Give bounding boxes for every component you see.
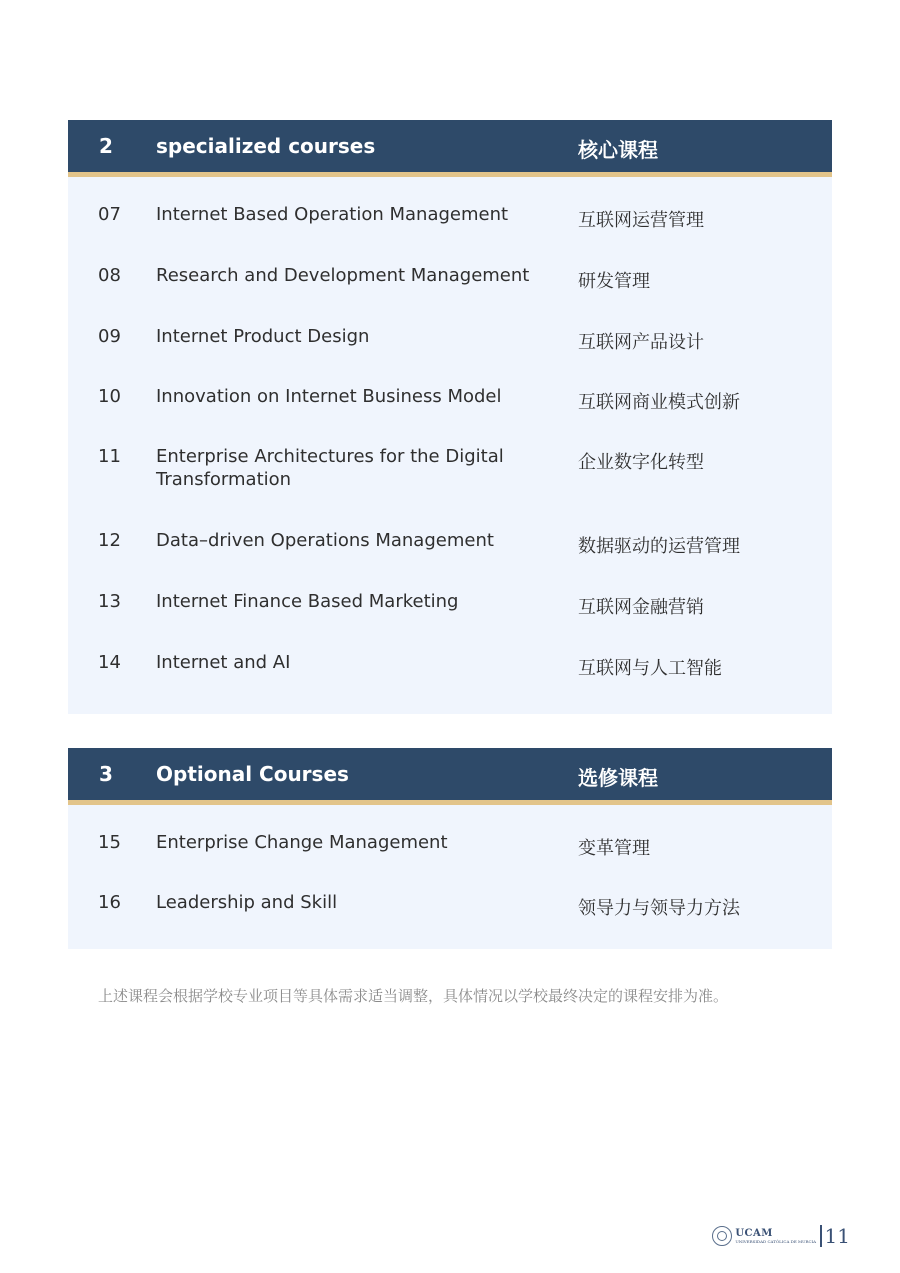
ucam-logo: [712, 1222, 816, 1250]
section-number: 2: [99, 134, 113, 158]
course-name-zh: 互联网金融营销: [578, 597, 704, 618]
page-footer: [712, 1222, 850, 1250]
course-number: 14: [98, 652, 121, 673]
optional-courses-header: [68, 748, 832, 805]
section-title-zh: 选修课程: [578, 766, 658, 790]
course-name-en: Internet Finance Based Marketing: [156, 591, 459, 612]
university-seal-icon: [712, 1226, 732, 1246]
course-number: 10: [98, 386, 121, 407]
section-title-en: specialized courses: [156, 134, 376, 158]
course-number: 12: [98, 530, 121, 551]
course-number: 16: [98, 892, 121, 913]
course-name-zh: 互联网与人工智能: [578, 658, 722, 679]
course-number: 09: [98, 326, 121, 347]
course-name-zh: 数据驱动的运营管理: [578, 536, 740, 557]
logo-subtext: UNIVERSIDAD CATÓLICA DE MURCIA: [735, 1238, 817, 1244]
course-number: 08: [98, 265, 121, 286]
course-number: 13: [98, 591, 121, 612]
course-number: 07: [98, 204, 121, 225]
course-name-en: Data–driven Operations Management: [156, 530, 494, 551]
course-name-zh: 研发管理: [578, 271, 650, 292]
specialized-courses-header: [68, 120, 832, 177]
course-name-en: Innovation on Internet Business Model: [156, 386, 502, 407]
section-number: 3: [99, 762, 113, 786]
course-name-en: Internet and AI: [156, 652, 291, 673]
footer-divider: [820, 1225, 822, 1247]
course-name-zh: 互联网运营管理: [578, 210, 704, 231]
course-name-en: Enterprise Change Management: [156, 832, 448, 853]
course-name-zh: 领导力与领导力方法: [578, 898, 740, 919]
course-name-en: Leadership and Skill: [156, 892, 338, 913]
page-number: 11: [824, 1224, 850, 1248]
course-name-en: Internet Product Design: [156, 326, 370, 347]
course-adjustment-note: 上述课程会根据学校专业项目等具体需求适当调整，具体情况以学校最终决定的课程安排为准。: [98, 987, 729, 1005]
course-name-zh: 互联网商业模式创新: [578, 392, 740, 413]
course-number: 15: [98, 832, 121, 853]
section-title-zh: 核心课程: [578, 138, 658, 162]
section-title-en: Optional Courses: [156, 762, 349, 786]
course-number: 11: [98, 446, 121, 467]
course-name-zh: 企业数字化转型: [578, 452, 704, 473]
specialized-courses-table: [68, 120, 832, 714]
logo-wordmark: UCAM: [735, 1227, 773, 1239]
course-name-zh: 变革管理: [578, 838, 650, 859]
course-name-en: Internet Based Operation Management: [156, 204, 509, 225]
course-name-en: Research and Development Management: [156, 265, 530, 286]
course-name-zh: 互联网产品设计: [578, 332, 704, 353]
optional-courses-table: [68, 748, 832, 949]
course-name-en: Enterprise Architectures for the Digital Transformation: [156, 446, 504, 490]
